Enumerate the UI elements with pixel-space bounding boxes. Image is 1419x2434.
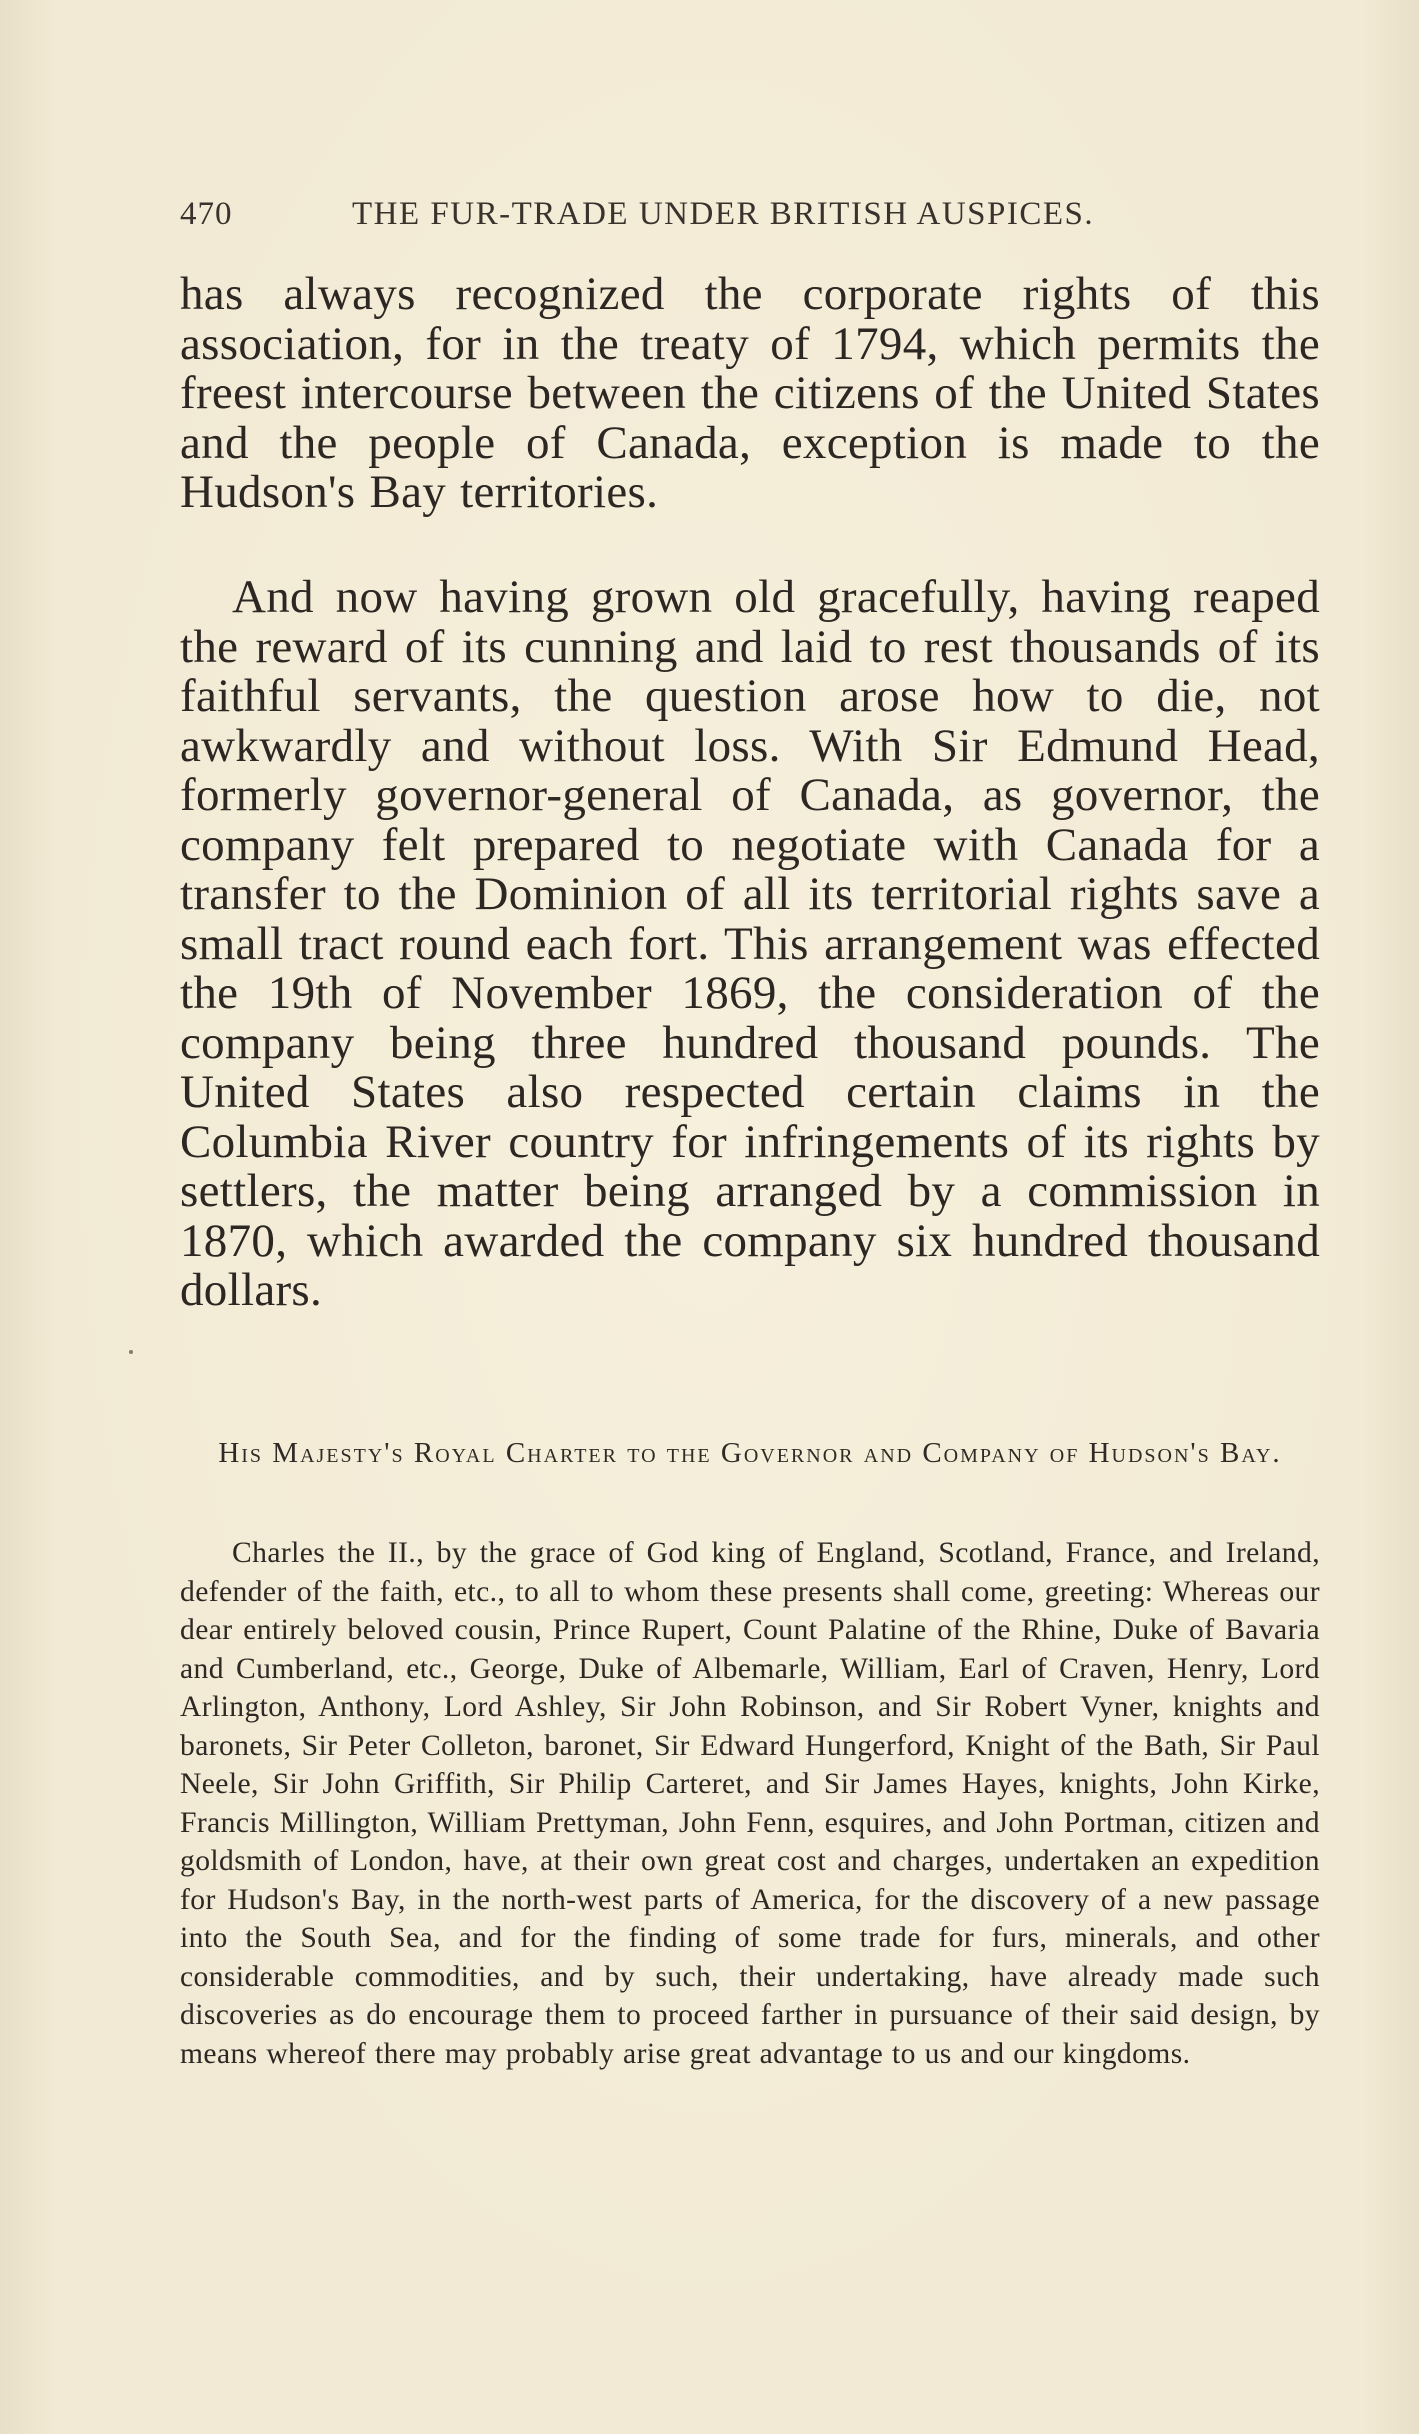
charter-heading: His Majesty's Royal Charter to the Governor and Company of Hudson's Bay. — [218, 1437, 1282, 1469]
running-head-title: THE FUR-TRADE UNDER BRITISH AUSPICES. — [352, 196, 1095, 232]
margin-speck — [129, 1350, 133, 1354]
page-number: 470 — [180, 196, 233, 232]
body-paragraph: And now having grown old gracefully, having reaped the reward of its cunning and laid to rest thousands of its faithful servants, the question arose how to die, not awkwardly and without loss. With Sir Edmund Head, formerly governor-general of Canada, as governor, the company felt prepared to negotiate with Canada for a transfer to the Dominion of all its territorial rights save a small tract round each fort. This arrangement was effected the 19th of November 1869, the consideration of the company being three hundred thousand pounds. The United States also respected certain claims in the Columbia River country for infringements of its rights by settlers, the matter being arranged by a commission in 1870, which awarded the company six hundred thousand dollars. — [180, 571, 1320, 1316]
body-paragraph-continued: has always recognized the corporate rights of this association, for in the treaty of 1794, which permits the freest intercourse between the citizens of the United States and the people of Canada, exception is made to the Hudson's Bay territories. — [180, 268, 1320, 518]
running-head — [180, 190, 1250, 240]
charter-text: Charles the II., by the grace of God king of England, Scotland, France, and Ireland, defender of the faith, etc., to all to whom these presents shall come, greeting: Whereas our dear entirely beloved cousin, Prince Rupert, Count Palatine of the Rhine, Duke of Bavaria and Cumberland, etc., George, Duke of Albemarle, William, Earl of Craven, Henry, Lord Arlington, Anthony, Lord Ashley, Sir John Robinson, and Sir Robert Vyner, knights and baronets, Sir Peter Colleton, baronet, Sir Edward Hungerford, Knight of the Bath, Sir Paul Neele, Sir John Griffith, Sir Philip Carteret, and Sir James Hayes, knights, John Kirke, Francis Millington, William Prettyman, John Fenn, esquires, and John Portman, citizen and goldsmith of London, have, at their own great cost and charges, undertaken an expedition for Hudson's Bay, in the north-west parts of America, for the discovery of a new passage into the South Sea, and for the finding of some trade for furs, minerals, and other considerable commodities, and by such, their undertaking, have already made such discoveries as do encourage them to proceed farther in pursuance of their said design, by means whereof there may probably arise great advantage to us and our kingdoms. — [180, 1537, 1320, 2070]
